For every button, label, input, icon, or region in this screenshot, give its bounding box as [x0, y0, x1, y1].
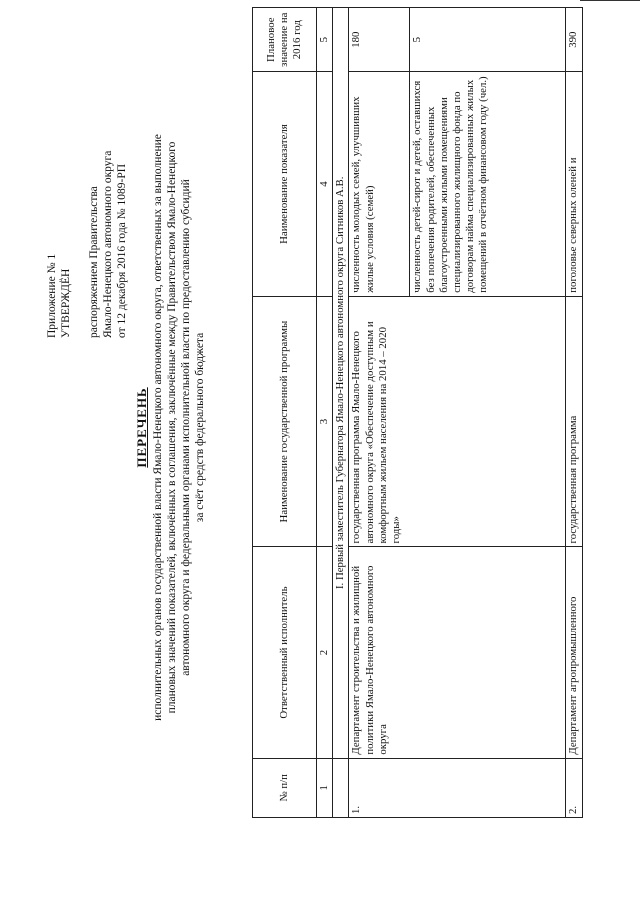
document-title-block — [135, 70, 207, 785]
title-line-4: за счёт средств федерального бюджета — [194, 332, 206, 523]
row-indicator: численность детей-сирот и детей, оставшихся без попечения родителей, обеспеченных благоустроенными жилыми помещениями специализированного жилищного фонда по договорам найма специализированных жилых помещений в отчётном финансовом году (чел.) — [410, 72, 566, 296]
column-number: 4 — [317, 72, 333, 296]
appendix-label: Приложение № 1 — [46, 253, 58, 338]
row-indicator: поголовье северных оленей и — [566, 72, 582, 296]
column-number: 1 — [317, 758, 333, 817]
row-number: 2. — [566, 758, 582, 817]
header-number: № п/п — [253, 758, 317, 817]
table-row — [566, 8, 582, 818]
order-line-2: Ямало-Ненецкого автономного округа — [102, 150, 114, 338]
column-number-row — [317, 8, 333, 818]
header-program: Наименование государственной программы — [253, 296, 317, 547]
column-number: 3 — [317, 296, 333, 547]
title-line-3: автономного округа и федеральными органами исполнительной власти по предоставлению субсидий — [180, 179, 192, 676]
table-row — [349, 8, 410, 818]
approval-block — [45, 38, 129, 338]
responsibility-table — [252, 7, 583, 818]
row-indicator: численность молодых семей, улучшивших жилые условия (семей) — [349, 72, 410, 296]
header-executor: Ответственный исполнитель — [253, 547, 317, 758]
column-number: 2 — [317, 547, 333, 758]
order-line-1: распоряжением Правительства — [88, 186, 100, 338]
column-number: 5 — [317, 8, 333, 72]
document-heading: ПЕРЕЧЕНЬ — [134, 387, 149, 468]
row-number: 1. — [349, 758, 566, 817]
row-value: 390 — [566, 8, 582, 72]
header-planned-value: Плановое значение на 2016 год — [253, 8, 317, 72]
table-header-row — [253, 8, 317, 818]
row-executor: Департамент агропромышленного — [566, 547, 582, 758]
section-title: I. Первый заместитель Губернатора Ямало-Ненецкого автономного округа Ситников А.В. — [333, 8, 349, 759]
title-line-1: исполнительных органов государственной власти Ямало-Ненецкого автономного округа, ответственных за выполнение — [152, 134, 164, 721]
title-line-2: плановых значений показателей, включённых в соглашения, заключённые между Правительством Ямало-Ненецкого — [166, 141, 178, 714]
row-program: государственная программа — [566, 296, 582, 547]
order-date-number: от 12 декабря 2016 года № 1089-РП — [116, 163, 128, 338]
row-value: 5 — [410, 8, 566, 72]
row-program: государственная программа Ямало-Ненецкого автономного округа «Обеспечение доступным и комфортным жильем населения на 2014 – 2020 годы» — [349, 296, 566, 547]
row-executor: Департамент строительства и жилищной политики Ямало-Ненецкого автономного округа — [349, 547, 566, 758]
row-value: 180 — [349, 8, 410, 72]
header-indicator: Наименование показателя — [253, 72, 317, 296]
section-row — [333, 8, 349, 818]
approved-label: УТВЕРЖДЁН — [60, 268, 72, 338]
